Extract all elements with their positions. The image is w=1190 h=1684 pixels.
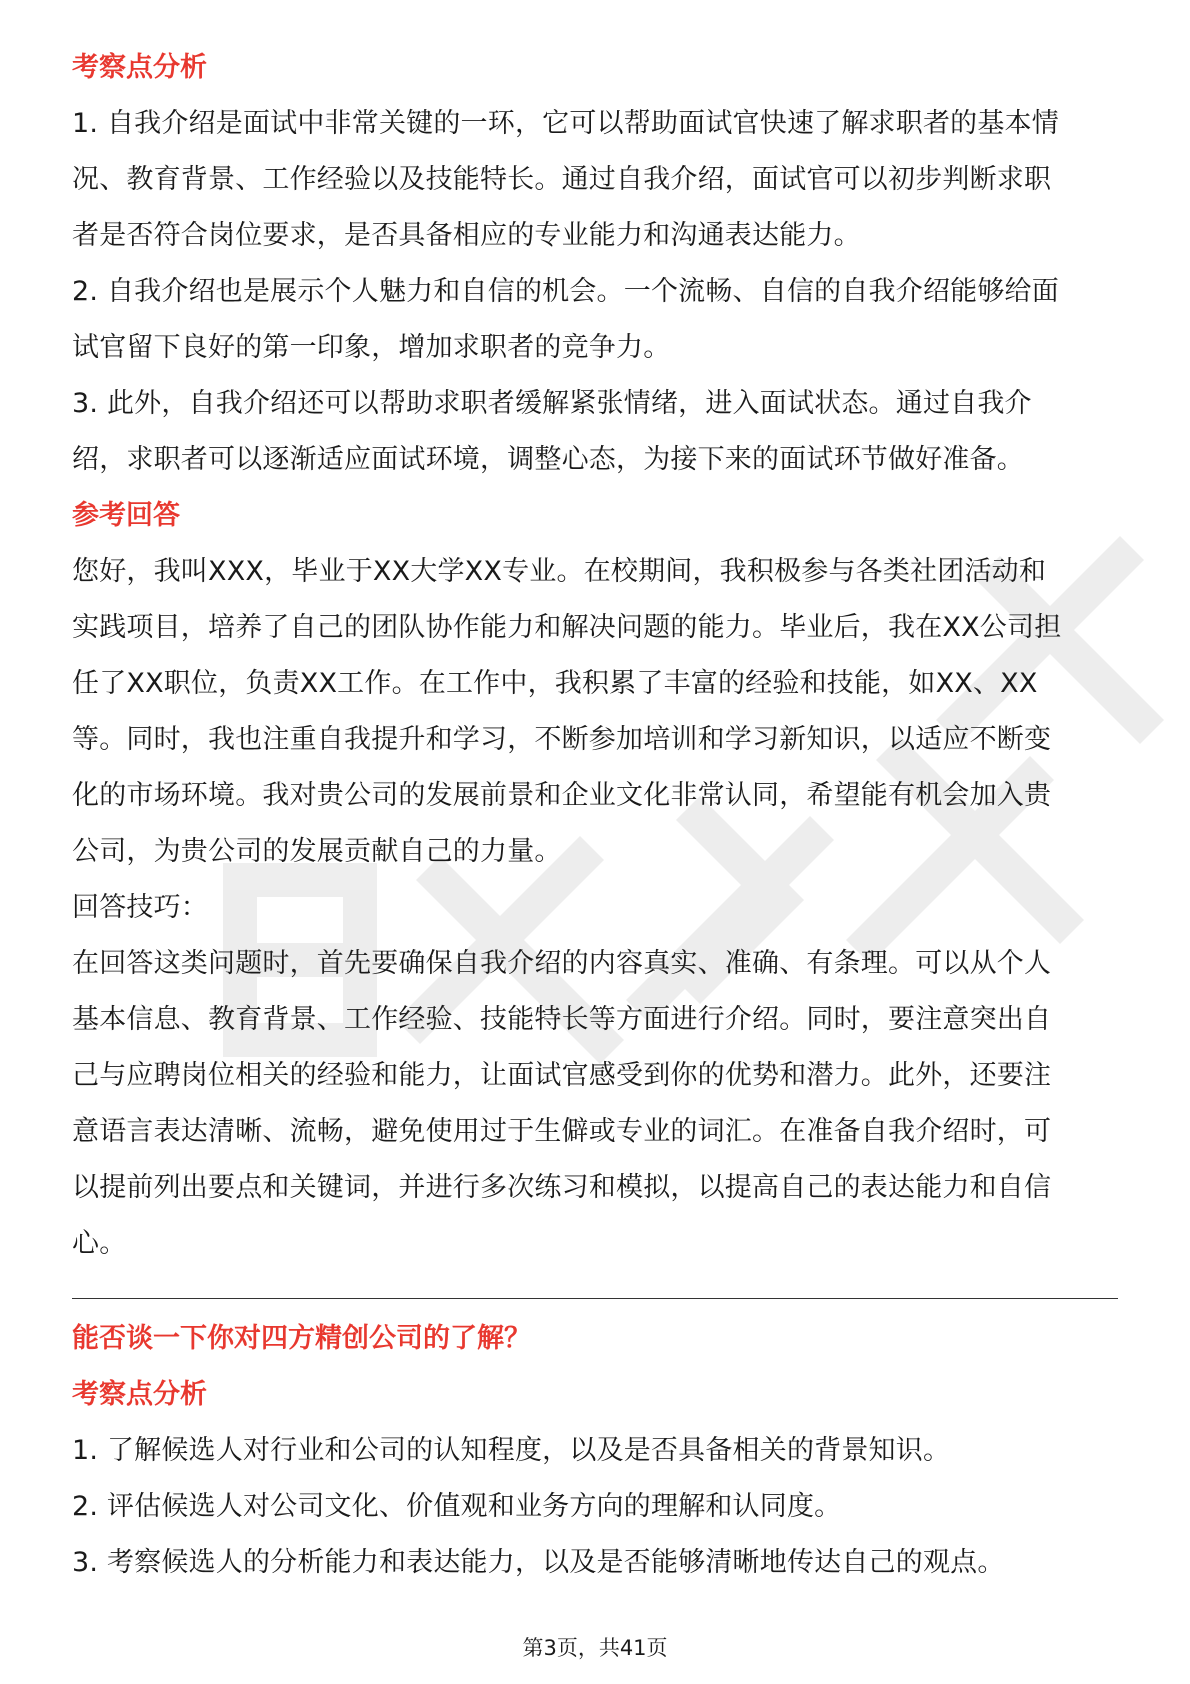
text-line: 等。同时，我也注重自我提升和学习，不断参加培训和学习新知识，以适应不断变	[72, 724, 1052, 755]
text-line: 绍，求职者可以逐渐适应面试环境，调整心态，为接下来的面试环节做好准备。	[72, 444, 1024, 475]
document-page	[72, 40, 1118, 1591]
question2-analysis	[72, 1423, 1118, 1591]
text-line: 2. 评估候选人对公司文化、价值观和业务方向的理解和认同度。	[72, 1491, 842, 1522]
text-line: 1. 了解候选人对行业和公司的认知程度，以及是否具备相关的背景知识。	[72, 1435, 951, 1466]
text-line: 以提前列出要点和关键词，并进行多次练习和模拟，以提高自己的表达能力和自信	[72, 1172, 1052, 1203]
text-line: 回答技巧：	[72, 892, 208, 923]
text-line: 者是否符合岗位要求，是否具备相应的专业能力和沟通表达能力。	[72, 220, 861, 251]
text-line: 化的市场环境。我对贵公司的发展前景和企业文化非常认同，希望能有机会加入贵	[72, 780, 1052, 811]
text-line: 公司，为贵公司的发展贡献自己的力量。	[72, 836, 562, 867]
question-title: 能否谈一下你对四方精创公司的了解？	[72, 1323, 531, 1354]
text-line: 试官留下良好的第一印象，增加求职者的竞争力。	[72, 332, 671, 363]
text-line: 任了XX职位，负责XX工作。在工作中，我积累了丰富的经验和技能，如XX、XX	[72, 668, 1038, 699]
text-line: 在回答这类问题时，首先要确保自我介绍的内容真实、准确、有条理。可以从个人	[72, 948, 1052, 979]
reference-answer-heading: 参考回答	[72, 500, 180, 531]
answer-tips-body	[72, 936, 1118, 1272]
text-line: 2. 自我介绍也是展示个人魅力和自信的机会。一个流畅、自信的自我介绍能够给面	[72, 276, 1059, 307]
reference-answer-body	[72, 544, 1118, 880]
text-line: 己与应聘岗位相关的经验和能力，让面试官感受到你的优势和潜力。此外，还要注	[72, 1060, 1052, 1091]
text-line: 您好，我叫XXX，毕业于XX大学XX专业。在校期间，我积极参与各类社团活动和	[72, 556, 1047, 587]
analysis-item-1	[72, 96, 1118, 264]
section-divider	[72, 1298, 1118, 1299]
answer-tips-label	[72, 880, 1118, 936]
text-line: 况、教育背景、工作经验以及技能特长。通过自我介绍，面试官可以初步判断求职	[72, 164, 1052, 195]
text-line: 1. 自我介绍是面试中非常关键的一环，它可以帮助面试官快速了解求职者的基本情	[72, 108, 1059, 139]
text-line: 心。	[72, 1228, 127, 1259]
analysis-heading: 考察点分析	[72, 52, 207, 83]
analysis-item-3	[72, 376, 1118, 488]
text-line: 3. 此外，自我介绍还可以帮助求职者缓解紧张情绪，进入面试状态。通过自我介	[72, 388, 1032, 419]
text-line: 实践项目，培养了自己的团队协作能力和解决问题的能力。毕业后，我在XX公司担	[72, 612, 1062, 643]
analysis-heading: 考察点分析	[72, 1379, 207, 1410]
text-line: 基本信息、教育背景、工作经验、技能特长等方面进行介绍。同时，要注意突出自	[72, 1004, 1052, 1035]
page-number: 第3页，共41页	[522, 1636, 668, 1660]
text-line: 意语言表达清晰、流畅，避免使用过于生僻或专业的词汇。在准备自我介绍时，可	[72, 1116, 1052, 1147]
text-line: 3. 考察候选人的分析能力和表达能力，以及是否能够清晰地传达自己的观点。	[72, 1547, 1005, 1578]
analysis-item-2	[72, 264, 1118, 376]
